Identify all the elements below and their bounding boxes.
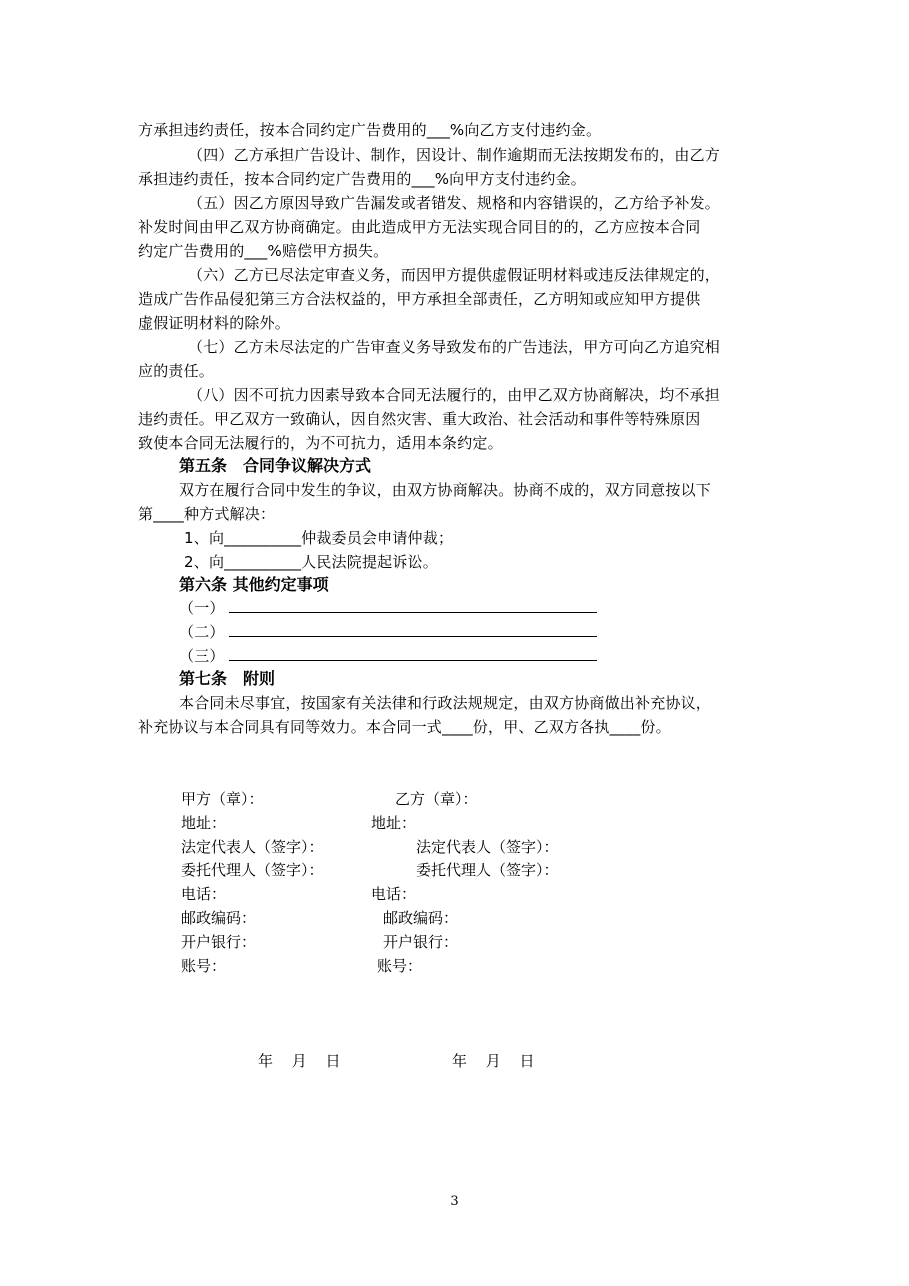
body-line: 第____种方式解决： (138, 505, 276, 523)
party-a-agent: 委托代理人（签字）： (181, 861, 324, 879)
party-b-date: 年 月 日 (452, 1052, 535, 1070)
party-a-phone: 电话： (181, 885, 227, 903)
body-line: 补发时间由甲乙双方协商确定。由此造成甲方无法实现合同目的的，乙方应按本合同 (138, 218, 701, 236)
party-b-postcode: 邮政编码： (383, 909, 459, 927)
other-item (179, 622, 819, 642)
party-b-legal-rep: 法定代表人（签字）： (416, 838, 559, 856)
article6-title: 第六条 其他约定事项 (179, 575, 329, 594)
party-b-account: 账号： (377, 957, 423, 975)
body-line: 本合同未尽事宜，按国家有关法律和行政法规规定，由双方协商做出补充协议， (179, 694, 712, 712)
other-item-label: （二） (179, 623, 225, 641)
party-a-address: 地址： (181, 814, 227, 832)
body-line: 致使本合同无法履行的，为不可抗力，适用本条约定。 (138, 434, 503, 452)
page-number: 3 (450, 1194, 459, 1209)
body-line: 约定广告费用的___%赔偿甲方损失。 (138, 242, 389, 260)
body-line: 补充协议与本合同具有同等效力。本合同一式____份，甲、乙双方各执____份。 (138, 718, 671, 736)
body-line: 违约责任。甲乙双方一致确认，因自然灾害、重大政治、社会活动和事件等特殊原因 (138, 410, 701, 428)
other-item-label: （一） (179, 599, 225, 617)
body-line: （七）乙方未尽法定的广告审查义务导致发布的广告违法，甲方可向乙方追究相 (188, 338, 721, 356)
other-item (179, 598, 819, 618)
arbitration-option: 1、向__________仲裁委员会申请仲裁； (184, 529, 454, 547)
party-b-phone: 电话： (371, 885, 417, 903)
body-line: 虚假证明材料的除外。 (138, 314, 291, 332)
other-item (179, 646, 819, 666)
party-b-bank: 开户银行： (383, 933, 459, 951)
party-a-date: 年 月 日 (258, 1052, 341, 1070)
body-line: 承担违约责任，按本合同约定广告费用的___%向甲方支付违约金。 (138, 170, 586, 188)
body-line: 方承担违约责任，按本合同约定广告费用的___%向乙方支付违约金。 (138, 121, 602, 139)
body-line: （六）乙方已尽法定审查义务，而因甲方提供虚假证明材料或违反法律规定的， (188, 266, 721, 284)
party-b-seal: 乙方（章）： (395, 790, 478, 808)
article5-title: 第五条 合同争议解决方式 (179, 456, 372, 475)
body-line: （八）因不可抗力因素导致本合同无法履行的，由甲乙双方协商解决，均不承担 (188, 386, 721, 404)
body-line: 造成广告作品侵犯第三方合法权益的，甲方承担全部责任，乙方明知或应知甲方提供 (138, 290, 701, 308)
body-line: （五）因乙方原因导致广告漏发或者错发、规格和内容错误的，乙方给予补发。 (188, 194, 721, 212)
blank-line (229, 622, 597, 637)
other-item-label: （三） (179, 647, 225, 665)
party-a-postcode: 邮政编码： (181, 909, 257, 927)
body-line: 双方在履行合同中发生的争议，由双方协商解决。协商不成的，双方同意按以下 (179, 481, 712, 499)
blank-line (229, 598, 597, 613)
court-option: 2、向__________人民法院提起诉讼。 (184, 553, 438, 571)
party-a-legal-rep: 法定代表人（签字）： (181, 838, 324, 856)
blank-line (229, 646, 597, 661)
party-a-seal: 甲方（章）： (181, 790, 264, 808)
body-line: 应的责任。 (138, 362, 215, 380)
party-b-address: 地址： (371, 814, 417, 832)
body-line: （四）乙方承担广告设计、制作，因设计、制作逾期而无法按期发布的，由乙方 (188, 146, 721, 164)
article7-title: 第七条 附则 (179, 669, 276, 688)
party-b-agent: 委托代理人（签字）： (416, 861, 559, 879)
party-a-bank: 开户银行： (181, 933, 257, 951)
party-a-account: 账号： (181, 957, 227, 975)
